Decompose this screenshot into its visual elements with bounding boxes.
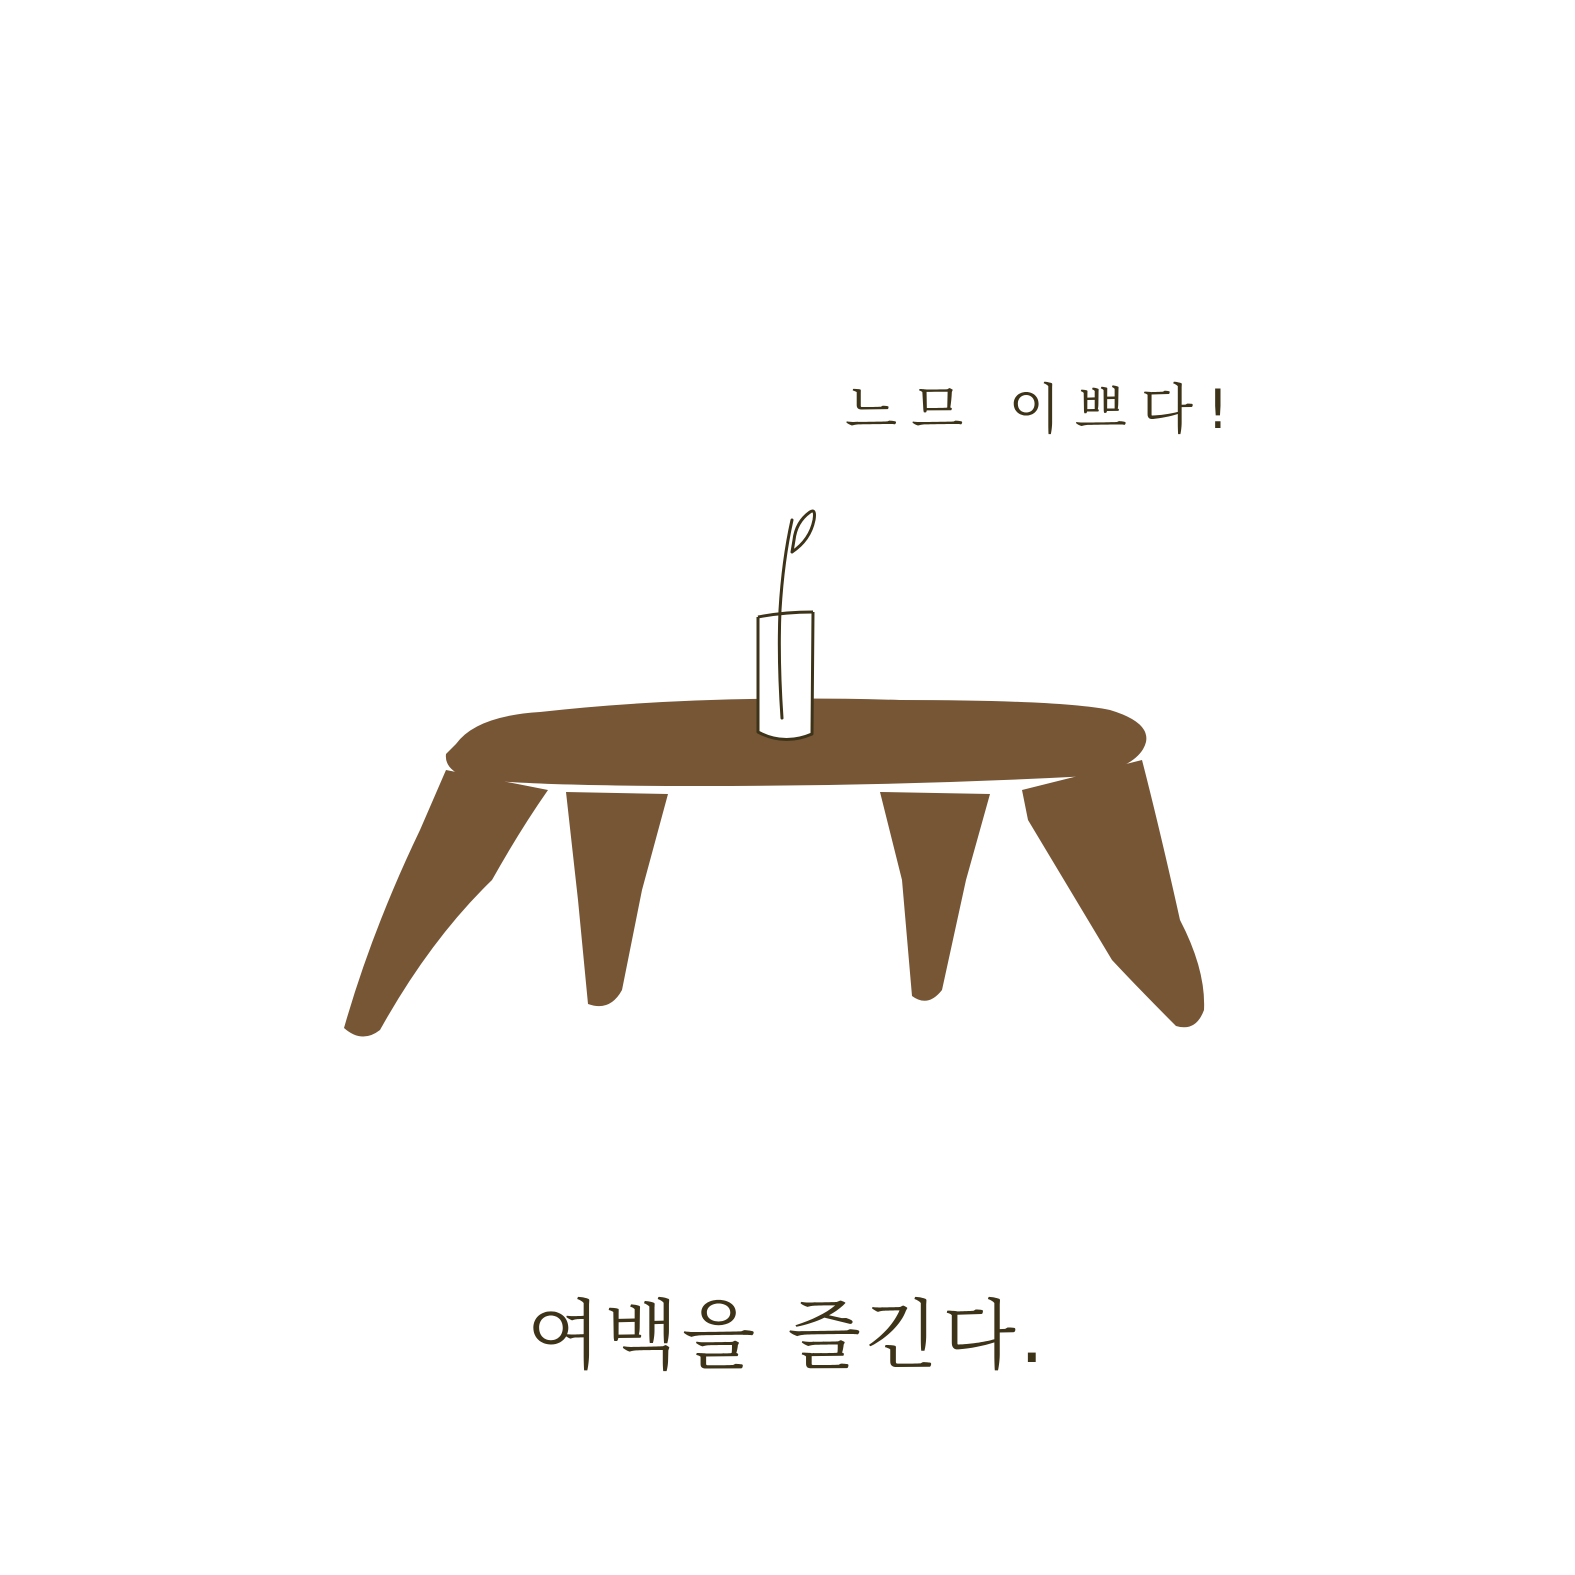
flower-bud-icon (792, 511, 815, 552)
table-leg-front-left (344, 770, 548, 1037)
speech-text: 느므 이쁘다! (845, 378, 1243, 441)
caption-text: 여백을 즐긴다. (527, 1291, 1048, 1380)
vase-icon (758, 612, 813, 740)
table-leg-back-right (880, 792, 990, 1001)
table-leg-back-left (566, 792, 668, 1006)
table-leg-front-right (1022, 760, 1204, 1027)
